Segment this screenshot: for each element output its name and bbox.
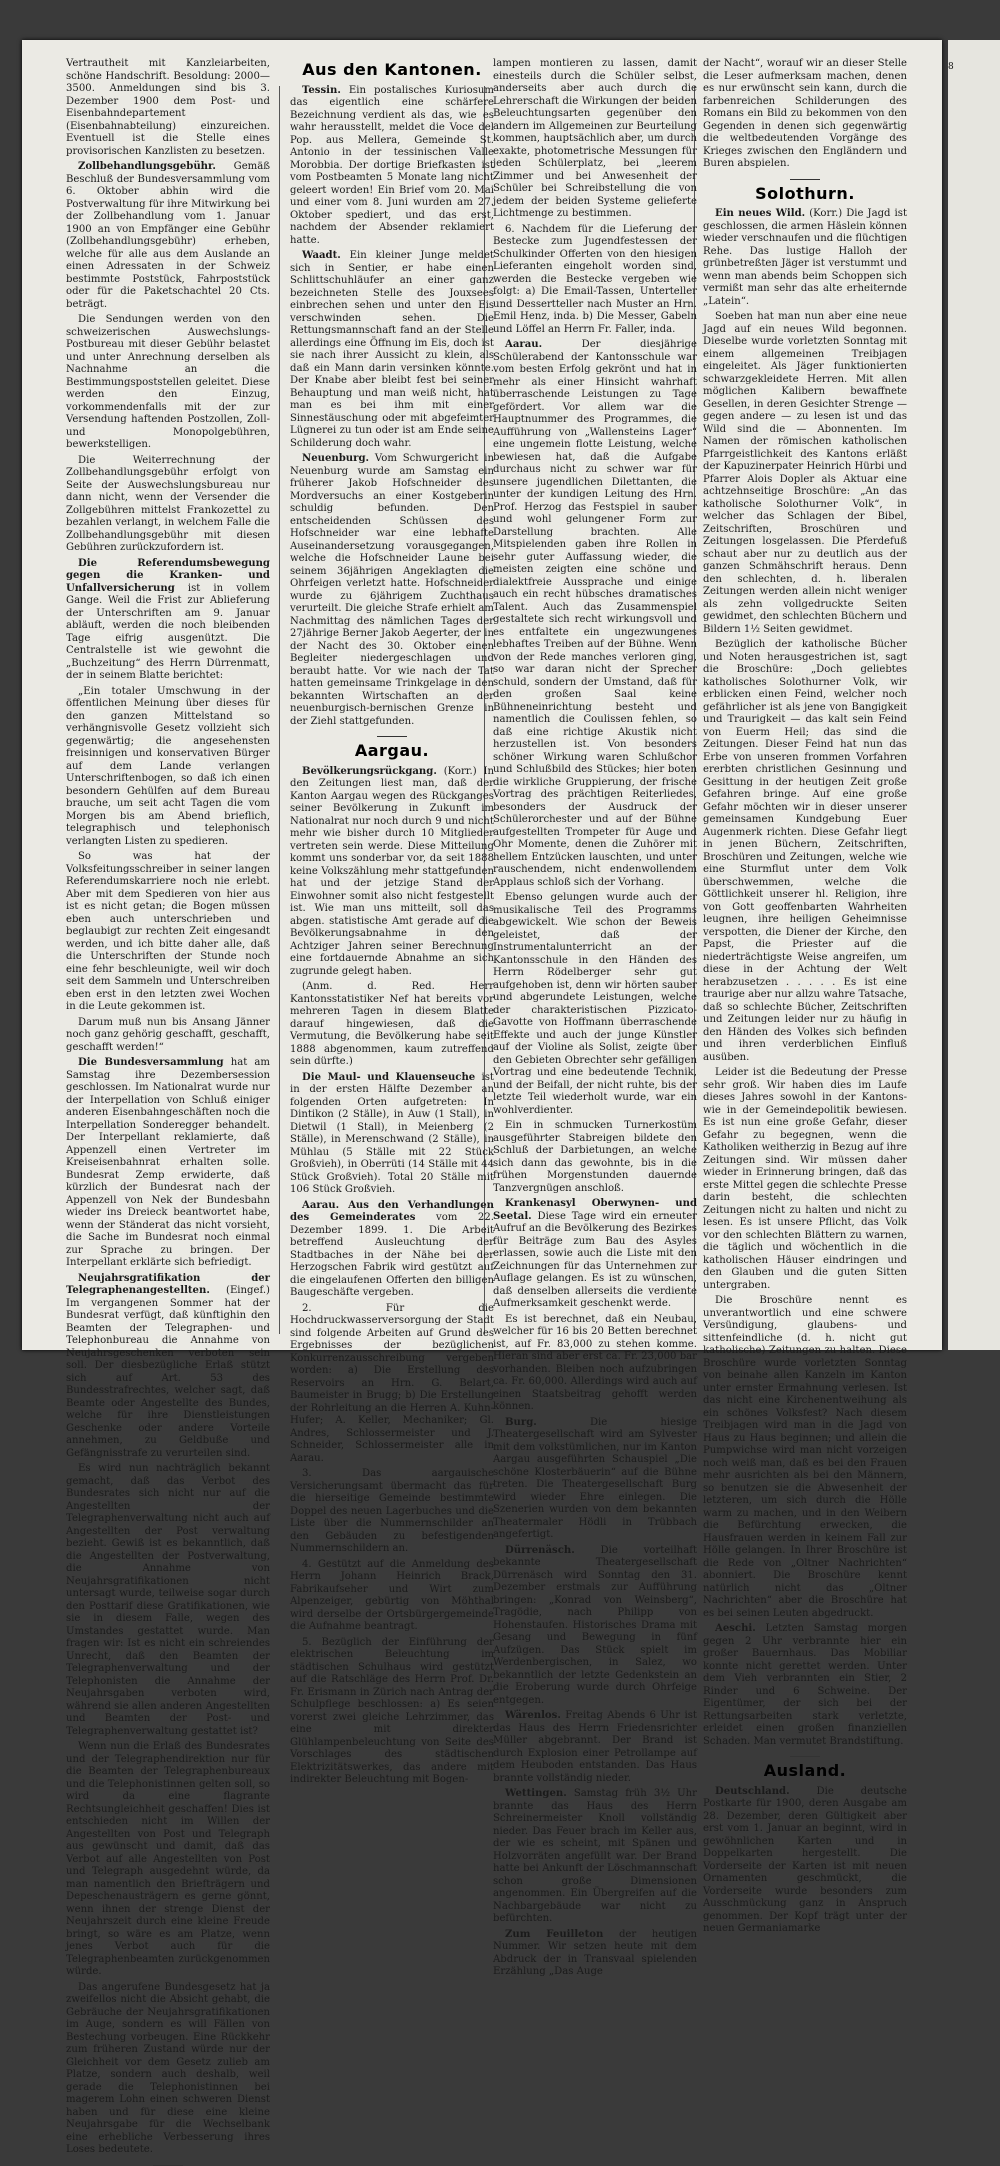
article-text: vom 22. Dezember 1899. 1. Die Arbeit betreffend Ausleuchtung der Stadtbaches in der Nähe bei der Herzogschen Fabrik wird gestützt auf die eingelaufenen Offerten den billigen Baugeschäfte vergeben.: [290, 1212, 494, 1298]
article-text: Bezüglich der katholische Bücher und Noten herausgestrichen ist, sagt die Broschüre: „Doch geliebtes katholisches Solothurner Volk, wir erblicken einen Feind, welcher noch gefährlicher ist als jene von Bangigkeit und Traurigkeit — das kalt sein Feind von Euerm Heil; das sind die Zeitungen. Dieser Feind hat nun das Erbe von unseren frommen Vorfahren ererbten christlichen Gesinnung und Gesittung in der heutigen Zeit große Gefahren bringe. Auf eine große Gefahr möchten wir in dieser unserer gemeinsamen Kundgebung Euer Augenmerk richten. Diese Gefahr liegt in jenen Büchern, Zeitschriften, Broschüren und Zeitungen, welche wie eine Sturmflut unter dem Volk überschwemmen, welche die Göttlichkeit unserer hl. Religion, ihre von Gott geoffenbarten Wahrheiten leugnen, ihre heiligen Geheimnisse verspotten, die Diener der Kirche, den Papst, die Priester auf die niederträchtigste Weise angreifen, um diese in der Achtung der Welt herabzusetzen . . . . . Es ist eine traurige aber nur allzu wahre Tatsache, daß so schlechte Bücher, Zeitschriften und Zeitungen leider nur zu häufig in den Händen des Volkes sich befinden und ihren verderblichen Einfluß ausüben.: [703, 639, 907, 1063]
article-text: Der diesjährige Schülerabend der Kantonsschule war vom besten Erfolg gekrönt und hat in mehr als einer Hinsicht wahrhaft überraschende Leistungen zu Tage gefördert. Vor allem war die Hauptnummer des Programmes, die Aufführung von „Wallensteins Lager“ eine ungemein flotte Leistung, welche bewiesen hat, daß die Aufgabe durchaus nicht zu schwer war für unsere jugendlichen Dilettanten, die unter der kundigen Leitung des Hrn. Prof. Herzog das Festspiel in sauber und wohl gelungener Form zur Darstellung brachten. Alle Mitspielenden gaben ihre Rollen in sehr guter Auffassung wieder, die meisten zeigten eine schöne und dialektfreie Aussprache und einige auch ein recht hübsches dramatisches Talent. Auch das Zusammenspiel gestaltete sich recht wirkungsvoll und es entfaltete ein ungezwungenes lebhaftes Treiben auf der Bühne. Wenn von der Rede manches verloren ging, so war daran nicht der Sprecher schuld, sondern der Umstand, daß für den großen Saal keine Bühneneinrichtung besteht und namentlich die Coulissen fehlen, so daß eine richtige Akustik nicht herzustellen ist. Von besonders schöner Wirkung waren Schlußchor und Schlußbild des Stückes; hier boten die wirkliche Gruppierung, der frische Vortrag des prächtigen Reiterliedes, besonders der Ausdruck der Schülerorchester und auf der Bühne aufgestellten Trompeter für Auge und Ohr Momente, denen die Zuhörer mit hellem Entzücken lauschten, und unter rauschendem, nicht endenwollendem Applaus schloß sich der Vorhang.: [493, 339, 697, 888]
article-text: Das angerufene Bundesgesetz hat ja zweifellos nicht die Absicht gehabt, die Gebräuche der Neujahrsgratifikationen im Auge, sondern es will Fällen von Bestechung vorbeugen. Eine Rückkehr zum früheren Zustand würde nur der Gleichheit vor dem Gesetz zulieb am Platze, sondern auch deshalb, weil gerade die Telephonistinnen bei magerem Lohn einen schweren Dienst haben und für diese eine kleine Neujahrsgabe für die Wechselbank eine erhebliche Verbesserung ihres Loses bedeutete.: [66, 1981, 270, 2155]
page-corner-mark: 8: [948, 62, 954, 72]
article-text: hat am Samstag ihre Dezembersession geschlossen. Im Nationalrat wurde nur der Interpellation von Schluß einiger anderen Eisenbahngeschäften noch die Interpellation Sonderegger behandelt. Der Interpellant reklamierte, daß Appenzell einen Vertreter im Kreiseisenbahnrat erhalten solle. Bundesrat Zemp erwiderte, daß kürzlich der Bundesrat nach der Appenzell von Nek der Bundesbahn wieder ins Dreieck beantwortet habe, wenn der Ständerat das nicht vorsieht, die Sache im Bundesrat noch einmal zur Sprache zu bringen. Der Interpellant erklärte sich befriedigt.: [66, 1057, 271, 1268]
article-text: Ebenso gelungen wurde auch der musikalische Teil des Programms abgewickelt. Wie schon der Beweis geleistet, daß der Instrumentalunterricht an der Kantonsschule in den Händen des Herrn Rödelberger sehr gut aufgehoben ist, denn wir hörten sauber und abgerundete Leistungen, welche der charakteristischen Pizzicato-Gavotte von Hoffmann überraschende Effekte und auch der junge Künstler auf der Violine als Solist, zeigte über den Gebieten Obrechter sehr gefälligen Vortrag und eine bedeutende Technik, und der Beifall, der nicht ruhte, bis der letzte Teil wiederholt wurde, war ein wohlverdienter.: [493, 892, 697, 1116]
article-text: Wenn nun die Erlaß des Bundesrates und der Telegraphendirektion nur für die Beamten der Telegraphenbureaux und die Telephonistinnen gelten soll, so wird da eine flagrante Rechtsungleichheit geschaffen! Dies ist entschieden nicht im Willen der Angestellten von Post und Telegraph aus gewünscht und damit, daß das Verbot auf alle Angestellten von Post und Telegraph ausgedehnt würde, da man namentlich den Briefträgern und Depeschenausträgern es gerne gönnt, wenn ihnen der strenge Dienst der Neujahrszeit durch eine kleine Freude bringt, so wäre es am Platze, wenn jenes Verbot auch für die Telegraphenbeamten zurückgenommen würde.: [66, 1741, 270, 1977]
article-text: Darum muß nun bis Ansang Jänner noch ganz gehörig geschafft, geschafft, geschafft werden!“: [66, 1016, 270, 1053]
article-text: der Nacht“, worauf wir an dieser Stelle die Leser aufmerksam machen, denen es nur erwünscht sein kann, durch die farbenreichen Schilderungen des Romans ein Bild zu bekommen von den Gegenden in denen sich gegenwärtig die weltbedeutenden Vorgänge des Krieges zwischen den Engländern und Buren abspielen.: [703, 58, 907, 169]
article-keyword: Ein neues Wild.: [715, 208, 806, 219]
article-text: Gemäß Beschluß der Bundesversammlung vom 6. Oktober abhin wird die Postverwaltung für ihre Mitwirkung bei der Zollbehandlung vom 1. Januar 1900 an von Empfänger eine Gebühr (Zollbehandlungsgebühr) erheben, welche für alle aus dem Auslande an einen Adressaten in der Schweiz bestimmte Poststück, Fahrpoststück oder für die Paketschachtel 20 Cts. beträgt.: [66, 161, 270, 310]
article-keyword: Wettingen.: [505, 1788, 567, 1799]
article-text: Vertrautheit mit Kanzleiarbeiten, schöne Handschrift. Besoldung: 2000—3500. Anmeldungen sind bis 3. Dezember 1900 dem Post- und Eisenbahndepartement (Eisenbahnabteilung) einzureichen. Eventuell ist die Stelle eines provisorischen Kanzlisten zu besetzen.: [66, 58, 270, 157]
article-text: 6. Nachdem für die Lieferung der Bestecke zum Jugendfestessen der Schulkinder Offerten von den hiesigen Lieferanten eingeholt worden sind, werden die Bestecke vergeben wie folgt: a) Die Email-Tassen, Unterteller und Dessertteller nach Muster an Hrn. Emil Henz, inda. b) Die Messer, Gabeln und Löffel an Herrn Fr. Faller, inda.: [493, 223, 697, 335]
article-text: 2. Für die Hochdruckwasserversorgung der Stadt sind folgende Arbeiten auf Grund des Ergebnisses der bezüglichen Konkurrenzausschreibung vergeben worden: a) Die Erstellung des Reservoirs an Hrn. G. Belart, Baumeister in Brugg; b) Die Erstellung der Rohrleitung an die Herren A. Kuhn-Hufer; A. Keller, Mechaniker; Gl. Andres, Schlossermeister und J. Schneider, Schlossermeister alle in Aarau.: [290, 1302, 494, 1464]
article-text: 4. Gestützt auf die Anmeldung des Herrn Johann Heinrich Brack, Fabrikaufseher und Wirt zum Alpenzeiger, gebürtig von Möhthal wird derselbe der Ortsbürgergemeinde die Aufnahme beantragt.: [290, 1558, 494, 1632]
article-keyword: Die Bundesversammlung: [78, 1057, 224, 1068]
section-rule: [377, 736, 407, 737]
article-text: Leider ist die Bedeutung der Presse sehr groß. Wir haben dies im Laufe dieses Jahres sowohl in der Kantons- wie in der Gemeindepolitik bewiesen. Es ist nun eine große Gefahr, dieser Gefahr zu begegnen, wenn die Katholiken weitherzig in Bezug auf ihre Zeitungen sind. Wir müssen daher wieder in Erinnerung bringen, daß das erste Mittel gegen die schlechte Presse darin besteht, die schlechten Zeitungen nicht zu halten und nicht zu lesen. Es ist unsere Pflicht, das Volk vor den schlechten Blättern zu warnen, die täglich und wöchentlich in die katholischen Häuser eindringen und den Glauben und die guten Sitten untergraben.: [703, 1067, 907, 1291]
article-text: ist in der ersten Hälfte Dezember an folgenden Orten aufgetreten: In Dintikon (2 Ställe), in Auw (1 Stall), in Dietwil (1 Stall), in Meienberg (2 Ställe), in Merenschwand (2 Ställe), in Mühlau (5 Ställe mit 22 Stück Großvieh), in Oberrüti (14 Ställe mit 44 Stück Großvieh). Total 20 Ställe mit 106 Stück Großvieh.: [290, 1071, 494, 1195]
article-text: der heutigen Nummer. Wir setzen heute mit dem Abdruck der in Transvaal spielenden Erzählung „Das Auge: [493, 1928, 697, 1977]
article-text: So was hat der Volksfeitungsschreiber in seiner langen Referendumskarriere noch nie erlebt. Aber mit dem Spedieren von hier aus ist es nicht getan; die Bogen müssen eben auch unterschrieben und beglaubigt zur rechten Zeit eingesandt werden, und ich bitte daher alle, daß die Unterschriften der Stunde noch eine fehr beschleunigte, weil wir doch seit dem Sammeln und Unterschreiben eben erst in den letzten zwei Wochen in die Leute gekommen ist.: [66, 851, 270, 1012]
adjacent-page-edge: [948, 40, 1000, 1350]
article-keyword: Waadt.: [302, 250, 341, 261]
article-text: Es ist berechnet, daß ein Neubau, welcher für 16 bis 20 Betten berechnet ist, auf Fr. 83,000 zu stehen komme. Hieran sind aber erst ca. Fr. 23,000 bar vorhanden. Bleiben noch aufzubringen ca. Fr. 60,000. Allerdings wird auch auf einen Staatsbeitrag gehofft werden können.: [493, 1313, 697, 1412]
article-text: Die Weiterrechnung der Zollbehandlungsgebühr erfolgt von Seite der Auswechslungsbureau nur dann nicht, wenn der Versender die Zollgebühren mittelst Frankozettel zu bezahlen verlangt, in welchem Falle die Zollbehandlungsgebühr mit diesen Gebühren zurückzufordern ist.: [66, 454, 270, 553]
article-keyword: Krankenasyl Oberwynen- und Seetal.: [493, 1198, 697, 1222]
section-heading: Aus den Kantonen.: [302, 60, 482, 79]
column-2: [290, 58, 494, 1785]
article-keyword: Wärenlos.: [505, 1710, 561, 1721]
column-rule: [279, 86, 280, 1334]
article-keyword: Aarau.: [505, 339, 543, 350]
article-text: (Anm. d. Red. Herr Kantonsstatistiker Nef hat bereits vor mehreren Tagen in diesem Blatte darauf hingewiesen, daß die Vermutung, die Bevölkerung habe seit 1888 abgenommen, kaum zutreffend sein dürfte.): [290, 981, 494, 1067]
article-keyword: Zollbehandlungsgebühr.: [78, 161, 216, 172]
article-keyword: Burg.: [505, 1416, 537, 1428]
article-text: Letzten Samstag morgen gegen 2 Uhr verbrannte hier ein großer Bauernhaus. Das Mobiliar konnte nicht gerettet werden. Unter dem Vieh verbrannten ein Stier, 2 Rinder und 6 Schweine. Der Eigentümer, der sich bei der Rettungsarbeiten stark verletzte, erleidet einen großen finanziellen Schaden. Man vermutet Brandstiftung.: [703, 1623, 907, 1747]
article-text: ist in vollem Gange. Weil die Frist zur Ablieferung der Unterschriften am 9. Januar abläuft, werden die noch bleibenden Tage eifrig ausgenützt. Die Centralstelle ist wie gewohnt die „Buchzeitung“ des Herrn Dürrenmatt, der in seinem Blatte berichtet:: [66, 582, 270, 681]
article-text: Soeben hat man nun aber eine neue Jagd auf ein neues Wild begonnen. Dieselbe wurde vorletzten Sonntag mit einem allgemeinen Treibjagen eingeleitet. Als Jäger funktionierten schwarzgekleidete Herren. Mit allen möglichen Kalibern bewaffnete Gesellen, in deren Gesichter Strenge — gegen andere — zu lesen ist und das Wild sind die — Abonnenten. Im Namen der römischen katholischen Pfarrgeistlichkeit des Kantons erläßt der Kapuzinerpater Heinrich Hürbi und Pfarrer Alois Dopler als Aktuar eine achtzehnseitige Broschüre: „An das katholische Solothurner Volk“, in welcher das Schlagen der Bibel, Zeitschriften, Broschüren und Zeitungen losgelassen. Die Pferdefuß schaut aber nur zu deutlich aus der ganzen Schmähschrift heraus. Denn den schlechten, d. h. liberalen Zeitungen werden allein nicht weniger als zehn vollgedruckte Seiten gewidmet, den schlechten Büchern und Bildern 1½ Seiten gewidmet.: [703, 311, 907, 635]
article-text: Ein kleiner Junge meldet sich in Sentier, er habe einen Schlittschuhläufer an einer ganz bezeichneten Stelle des Jouxsees einbrechen sehen und unter den Eis verschwinden sehen. Die Rettungsmannschaft fand an der Stelle allerdings eine Öffnung im Eis, doch ist sie nach ihrer Aussicht zu klein, als daß ein Mann darin versinken könnte. Der Knabe aber bleibt fest bei seiner Behauptung und man weiß nicht, hat man es bei ihm mit einer Sinnestäuschung oder mit abgefeimter Lügnerei zu tun oder ist am Ende seine Schilderung doch wahr.: [290, 250, 494, 449]
article-keyword: Deutschland.: [715, 1785, 790, 1797]
article-text: 5. Bezüglich der Einführung der elektrischen Beleuchtung im städtischen Schulhaus wird gestützt auf die Ratschläge des Herrn Prof. Dr. Fr. Erismann in Zürich nach Antrag der Schulpflege beschlossen: a) Es seien vorerst zwei gleiche Lehrzimmer, das eine mit direkter Glühlampenbeleuchtung von Seite des Vorschlages des städtischen Elektrizitätswerkes, das andere mit indirekter Beleuchtung mit Bogen-: [290, 1636, 494, 1785]
article-keyword: Neujahrsgratifikation der Telegraphenangestellten.: [66, 1272, 270, 1296]
article-keyword: Neuenburg.: [302, 453, 370, 464]
section-rule: [790, 1756, 820, 1757]
article-text: Die Sendungen werden von den schweizerischen Auswechslungs-Postbureau mit dieser Gebühr belastet und unter Anrechnung derselben als Nachnahme an die Bestimmungspoststellen geleitet. Diese werden den Einzug, vorkommendenfalls mit der zur Versendung haftenden Postzollen, Zoll- und Monopolgebühren, bewerkstelligen.: [66, 314, 270, 450]
article-text: Die Broschüre nennt es unverantwortlich und eine schwere Versündigung, glaubens- und sittenfeindliche (d. h. nicht gut katholische) Zeitungen zu halten. Diese Broschüre wurde vorletzten Sonntag von beinahe allen Kanzeln im Kanton unter ernster Ermahnung verlesen. Ist das nicht eine Kirchenentweihung als ein schönes Volksfest? Nach diesem Treibjagen wird man in die Jagd von Haus zu Haus beginnen; und allein die Pumpwichse wird man nicht vorzeigen noch weiß man, daß es bei den Frauen mehr ausrichten als bei den Männern, so benutzen sie die Abwesenheit der letzteren, um sich durch die Hölle warm zu machen, und in den Weibern die Befürchtung erwecken, die Hausfrauen werden in keinem Fall zur Hölle gelangen. In Ihrer Broschüre ist die Rede von „Oltner Nachrichten“ abonniert. Die Broschüre kennt natürlich nicht das „Oltner Nachrichten“ aber die Broschüre hat es bei seinen Leuten abgedruckt.: [703, 1295, 907, 1619]
section-heading: Aargau.: [354, 741, 430, 760]
article-text: Die vorteilhaft bekannte Theatergesellschaft Dürrenäsch wird Sonntag den 31. Dezember erstmals zur Aufführung bringen: „Konrad von Weinsberg“, Tragödie, nach Philipp von Hohenstaufen. Historisches Drama mit Gesang und Bewegung in fünf Aufzügen. Das Stück spielt im Werdenbergischen, in Salez, wo bekanntlich der letzte Gedenkstein an die Eroberung wurde durch Ohrfeige entgegen.: [493, 1544, 697, 1706]
article-keyword: Aarau. Aus den Verhandlungen des Gemeinderates: [290, 1199, 494, 1223]
section-heading: Ausland.: [763, 1761, 847, 1780]
article-text: (Eingef.) Im vergangenen Sommer hat der Bundesrat verfügt, daß künftighin den Beamten der Telegraphen- und Telephonbureau die Annahme von Neujahrsgeschenken verboten sein soll. Der diesbezügliche Erlaß stützt sich auf Art. 53 des Bundesstrafrechtes, welcher sagt, daß Beamte oder Angestellte des Bundes, welche für ihre Dienstleistungen Geschenke oder andere Vorteile annehmen, zu Geldbuße und Gefängnisstrafe zu verurteilen sind.: [66, 1285, 270, 1459]
article-text: Ein in schmucken Turnerkostüm ausgeführter Stabreigen bildete den Schluß der Darbietungen, an welche sich dann das gewohnte, bis in die frühen Morgenstunden dauernde Tanzvergnügen anschloß.: [493, 1120, 697, 1194]
article-text: Samstag früh 3½ Uhr brannte das Haus des Herrn Schreinermeister Knoll vollständig nieder. Das Feuer brach im Keller aus, der wie es scheint, mit Spänen und Holzvorräten angefüllt war. Der Brand hatte bei Ankunft der Löschmannschaft schon große Dimensionen angenommen. Ein Übergreifen auf die Nachbargebäude war nicht zu befürchten.: [493, 1788, 697, 1924]
article-keyword: Die Referendumsbewegung gegen die Kranken- und Unfallversicherung: [66, 557, 270, 594]
article-text: Diese Tage wird ein erneuter Aufruf an die Bevölkerung des Bezirkes für Beiträge zum Bau des Asyles erlassen, sowie auch die Liste mit den Zeichnungen für das Unternehmen zur Auflage gelangen. Es ist zu wünschen, daß denselben allerseits die verdiente Aufmerksamkeit geschenkt werde.: [493, 1210, 697, 1309]
article-text: (Korr.) Die Jagd ist geschlossen, die armen Häslein können wieder verschnaufen und die flüchtigen Rehe. Das lustige Halloh der grünbetreßten Jäger ist verstummt und wenn man abends beim Schoppen sich vermißt man sehr das alte erheiternde „Latein“.: [703, 208, 908, 307]
article-keyword: Bevölkerungsrückgang.: [302, 765, 437, 777]
article-keyword: Die Maul- und Klauenseuche: [302, 1071, 476, 1083]
article-text: „Ein totaler Umschwung in der öffentlichen Meinung über dieses für den ganzen Mittelstand so verhängnisvolle Gesetz vollzieht sich gegenwärtig; die angesehensten freisinnigen und konservativen Bürger auf dem Lande verlangen Unterschriftenbogen, so daß ich einen besondern Gehülfen auf dem Bureau brauche, um seit acht Tagen die vom Morgen bis am Abend brieflich, telegraphisch und telephonisch verlangten Listen zu spedieren.: [66, 685, 270, 847]
article-text: Die deutsche Postkarte für 1900, deren Ausgabe am 28. Dezember, deren Gültigkeit aber erst vom 1. Januar an beginnt, wird in gewöhnlichen Karten und in Doppelkarten hergestellt. Die Vorderseite der Karten ist mit neuen Ornamenten geschmückt, die Vorderseite wurde besonders zum Ausschmückung ganz in Anspruch genommen. Der Kopf trägt unter der neuen Germaniamarke: [703, 1785, 907, 1934]
end-rule: [153, 2165, 183, 2166]
article-text: lampen montieren zu lassen, damit einesteils durch die Schüler selbst, anderseits aber auch durch die Lehrerschaft die Wirkungen der beiden Beleuchtungsarten gegenüber den andern im Allgemeinen zur Beurteilung kommen, hauptsächlich aber, um durch exakte, photometrische Messungen für jeden Schülerplatz, bei „leerem Zimmer und bei Anwesenheit der Schüler bei Schreibstellung die von jedem der beiden Systeme gelieferte Lichtmenge zu bestimmen.: [493, 58, 697, 219]
section-heading: Solothurn.: [755, 183, 855, 203]
article-keyword: Zum Feuilleton: [505, 1928, 604, 1940]
column-4: [703, 58, 908, 1934]
article-text: (Korr.) In den Zeitungen liest man, daß der Kanton Aargau wegen des Rückganges seiner Bevölkerung in Zukunft im Nationalrat nur noch durch 9 und nicht mehr wie bisher durch 10 Mitglieder vertreten sein werde. Diese Mitteilung kommt uns sonderbar vor, da seit 1888 keine Volkszählung mehr stattgefunden hat und der jetzige Stand der Einwohner somit also nicht festgestellt ist. Wie man uns mitteilt, soll das abgen. statistische Amt gerade auf die Bevölkerungsabnahme in den Achtziger Jahren seiner Berechnung eine fortdauernde Abnahme an sich zugrunde gelegt haben.: [290, 765, 494, 977]
article-keyword: Dürrenäsch.: [505, 1544, 575, 1556]
column-1: [66, 58, 271, 2155]
section-rule: [790, 179, 820, 180]
article-keyword: Tessin.: [302, 84, 341, 96]
article-text: Vom Schwurgericht in Neuenburg wurde am Samstag ein früherer Jakob Hofschneider des Mordversuchs an einer Kostgeberin schuldig befunden. Den entscheidenden Schüssen des Hofschneider war eine lebhafte Auseinandersetzung vorausgegangen, welche die Hofschneider Laune bei seinem 36jährigen Angeklagten die Ohrfeigen verletzt hatte. Hofschneider wurde zu 6jährigem Zuchthaus verurteilt. Die gleiche Strafe erhielt am Nachmittag des nämlichen Tages der 27jährige Berner Jakob Aegerter, der in der Nacht des 30. Oktober einen Begleiter niedergeschlagen und beraubt hatte. Vor wie nach der Tat hatten gemeinsame Trinkgelage in den bekannten Wirtschaften an der neuenburgisch-bernischen Grenze in der Ziehl stattgefunden.: [290, 453, 494, 727]
article-keyword: Aeschi.: [715, 1623, 756, 1634]
article-text: Die hiesige Theatergesellschaft wird am Sylvester mit dem volkstümlichen, nur im Kanton Aargau ausgeführten Schauspiel „Die schöne Klosterbäuerin“ auf die Bühne treten. Die Theatergesellschaft Burg wird wieder Ehre einlegen. Die Szenerien wurden von dem bekannten Theatermaler Hödli in Trübbach angefertigt.: [493, 1416, 697, 1540]
article-text: 3. Das aargauische Versicherungsamt übermacht das für die hierseitige Gemeinde bestimmte Doppel des neuen Lagerbuches und die Liste über die Nummernschilder an den Gebäuden zu befestigenden Nummernschildern an.: [290, 1468, 494, 1554]
article-text: Freitag Abends 6 Uhr ist das Haus des Herrn Friedensrichter Müller abgebrannt. Der Brand ist durch Explosion einer Petrollampe auf dem Heuboden entstanden. Das Haus brannte vollständig nieder.: [493, 1710, 697, 1784]
article-text: Ein postalisches Kuriosum das eigentlich eine schärfere Bezeichnung verdient als das, wie es wahr herausstellt, meldet die Voce del Pop. aus Mellera, Gemeinde St. Antonio in der tessinischen Valle Morobbia. Der dortige Briefkasten ist vom Postbeamten 5 Monate lang nicht geleert worden! Ein Brief vom 20. Mai und einer vom 8. Juni wurden am 27. Oktober spediert, und das erst, nachdem der Absender reklamiert hatte.: [290, 84, 494, 246]
article-text: Es wird nun nachträglich bekannt gemacht, daß das Verbot des Bundesrates sich nicht nur auf die Angestellten der Telegraphenverwaltung nicht auch auf Angestellten der Post verwaltung bezieht. Gewiß ist es bekanntlich, daß die Angestellten der Postverwaltung, die Annahme von Neujahrsgratifikationen nicht untersagt wurde, teilweise sogar durch den Posttarif diese Gratifikationen, wie sie in diesem Falle, wegen des Umstandes gestattet wurde. Man fragen wir: Ist es nicht ein schreiendes Unrecht, daß den Beamten der Telegraphenverwaltung und der Telephonisten die Annahme der Neujahrsgaben verboten wird, während sie allen anderen Angestellten und Beamten der Post- und Telegraphenverwaltung gestattet ist?: [66, 1463, 270, 1737]
column-3: [493, 58, 697, 1977]
